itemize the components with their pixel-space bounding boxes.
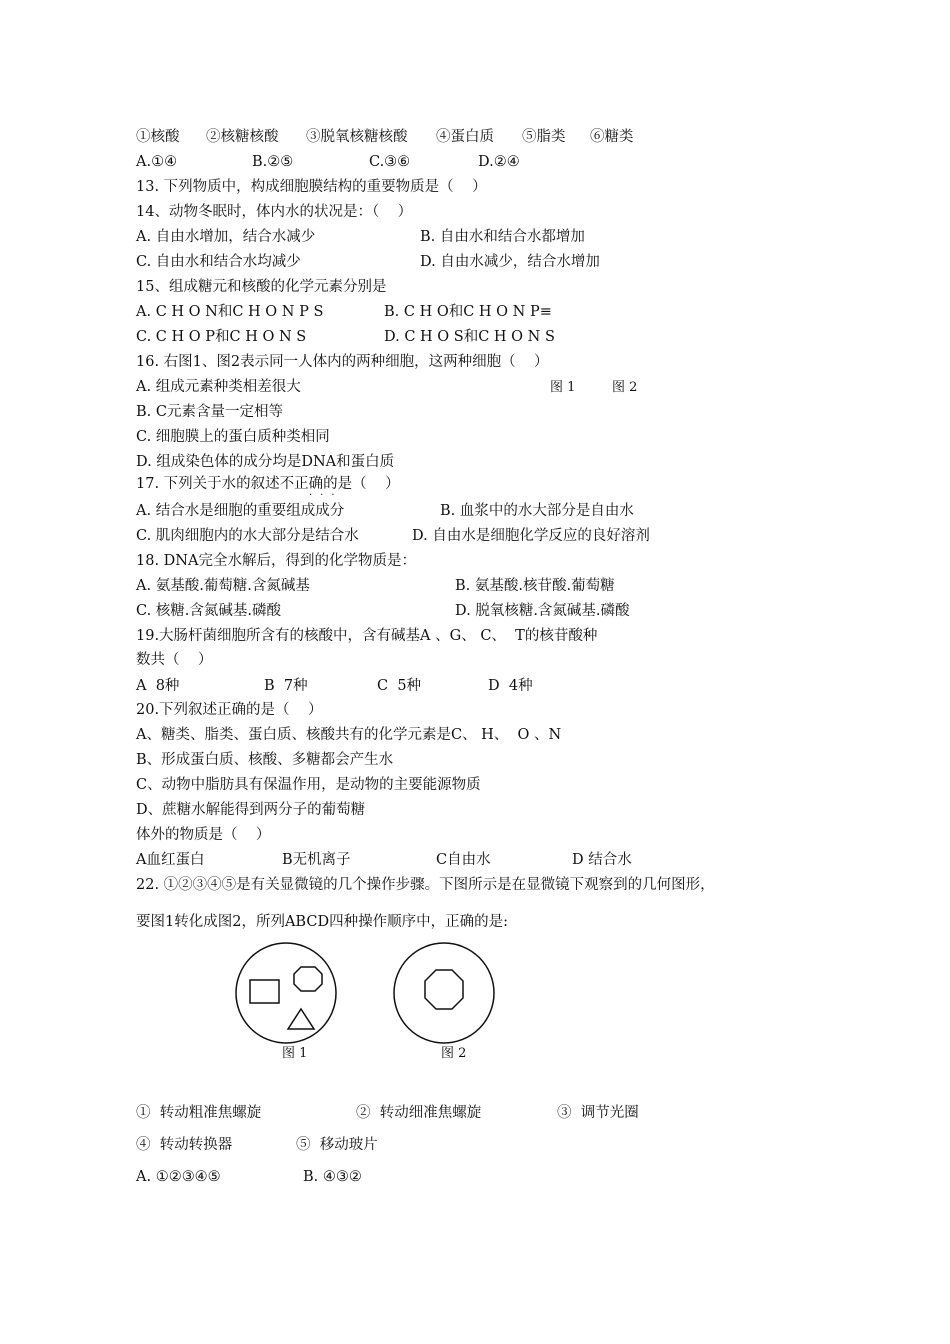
q18-option-d: D. 脱氧核糖.含氮碱基.磷酸: [455, 603, 630, 619]
question-14: 14、动物冬眠时，体内水的状况是：（ ）: [136, 204, 413, 220]
item-lipid: ⑤脂类: [522, 129, 566, 145]
item-rna: ②核糖核酸: [206, 129, 279, 145]
q21-option-d: D 结合水: [572, 852, 632, 868]
q16-option-b: B. C元素含量一定相等: [136, 404, 283, 420]
question-18: 18. DNA完全水解后，得到的化学物质是：: [136, 553, 416, 569]
q19-option-b: B 7种: [264, 678, 308, 694]
q16-figure-1-label: 图 1: [550, 380, 576, 395]
q18-option-b: B. 氨基酸.核苷酸.葡萄糖: [455, 578, 615, 594]
q21-option-c: C自由水: [436, 852, 491, 868]
answer-option-b: B. ④③②: [303, 1169, 362, 1185]
q21-option-a: A血红蛋白: [136, 852, 205, 868]
step-5: ⑤ 移动玻片: [296, 1137, 378, 1153]
triangle-shape: [288, 1009, 314, 1029]
q19-option-d: D 4种: [488, 678, 533, 694]
question-19-continued: 数共（ ）: [136, 652, 213, 668]
q20-option-d: D、蔗糖水解能得到两分子的葡萄糖: [136, 802, 366, 818]
q16-option-a: A. 组成元素种类相差很大: [136, 379, 301, 395]
option-b: B.②⑤: [252, 154, 294, 170]
q17-option-c: C. 肌肉细胞内的水大部分是结合水: [136, 528, 359, 544]
item-nucleic-acid: ①核酸: [136, 129, 180, 145]
step-3: ③ 调节光圈: [557, 1105, 639, 1121]
q16-option-c: C. 细胞膜上的蛋白质种类相同: [136, 429, 330, 445]
figure-2-label: 图 2: [441, 1046, 467, 1061]
field-of-view-2: [394, 943, 494, 1043]
question-21: 体外的物质是（ ）: [136, 827, 271, 843]
field-of-view-1: [236, 943, 336, 1043]
item-protein: ④蛋白质: [436, 129, 494, 145]
q17-option-a: A. 结合水是细胞的重要组成成分: [136, 503, 345, 519]
q14-option-c: C. 自由水和结合水均减少: [136, 254, 301, 270]
question-22: 22. ①②③④⑤是有关显微镜的几个操作步骤。下图所示是在显微镜下观察到的几何图形，: [136, 877, 715, 893]
q21-option-b: B无机离子: [282, 852, 351, 868]
square-shape: [250, 980, 279, 1003]
option-c: C.③⑥: [369, 154, 411, 170]
q16-option-d: D. 组成染色体的成分均是DNA和蛋白质: [136, 454, 395, 470]
q15-option-a: A. C H O N和C H O N P S: [136, 304, 324, 320]
q20-option-b: B、形成蛋白质、核酸、多糖都会产生水: [136, 752, 394, 768]
q14-option-b: B. 自由水和结合水都增加: [420, 229, 585, 245]
answer-option-a: A. ①②③④⑤: [136, 1169, 221, 1185]
q14-option-a: A. 自由水增加，结合水减少: [136, 229, 316, 245]
option-d: D.②④: [478, 154, 520, 170]
q19-option-c: C 5种: [377, 678, 422, 694]
question-19: 19.大肠杆菌细胞所含有的核酸中，含有碱基A 、G、 C、 T的核苷酸种: [136, 628, 598, 644]
q15-option-d: D. C H O S和C H O N S: [384, 329, 555, 345]
item-sugar: ⑥糖类: [590, 129, 634, 145]
step-4: ④ 转动转换器: [136, 1137, 233, 1153]
q17-option-b: B. 血浆中的水大部分是自由水: [440, 503, 634, 519]
step-1: ① 转动粗准焦螺旋: [136, 1105, 262, 1121]
octagon-shape-large: [425, 970, 463, 1009]
question-13: 13. 下列物质中，构成细胞膜结构的重要物质是（ ）: [136, 179, 487, 195]
question-17: 17. 下列关于水的叙述不正确的是（ ）: [136, 476, 400, 492]
step-2: ② 转动细准焦螺旋: [356, 1105, 482, 1121]
option-a: A.①④: [136, 154, 178, 170]
q19-option-a: A 8种: [136, 678, 180, 694]
q18-option-c: C. 核糖.含氮碱基.磷酸: [136, 603, 282, 619]
question-16: 16. 右图1、图2表示同一人体内的两种细胞，这两种细胞（ ）: [136, 354, 549, 370]
emphasis-dots: ···: [309, 490, 343, 501]
question-15: 15、组成糖元和核酸的化学元素分别是: [136, 279, 387, 295]
q17-option-d: D. 自由水是细胞化学反应的良好溶剂: [412, 528, 650, 544]
question-20: 20.下列叙述正确的是（ ）: [136, 702, 323, 718]
q15-option-c: C. C H O P和C H O N S: [136, 329, 307, 345]
figure-1-label: 图 1: [282, 1046, 308, 1061]
q20-option-c: C、动物中脂肪具有保温作用，是动物的主要能源物质: [136, 777, 481, 793]
question-22-continued: 要图1转化成图2，所列ABCD四种操作顺序中，正确的是:: [136, 914, 508, 930]
q18-option-a: A. 氨基酸.葡萄糖.含氮碱基: [136, 578, 310, 594]
octagon-shape-small: [294, 967, 322, 991]
q15-option-b: B. C H O和C H O N P≡: [384, 304, 552, 320]
q14-option-d: D. 自由水减少，结合水增加: [420, 254, 600, 270]
q16-figure-2-label: 图 2: [612, 380, 638, 395]
q20-option-a: A、糖类、脂类、蛋白质、核酸共有的化学元素是C、 H、 O 、N: [136, 727, 562, 743]
item-dna: ③脱氧核糖核酸: [306, 129, 408, 145]
